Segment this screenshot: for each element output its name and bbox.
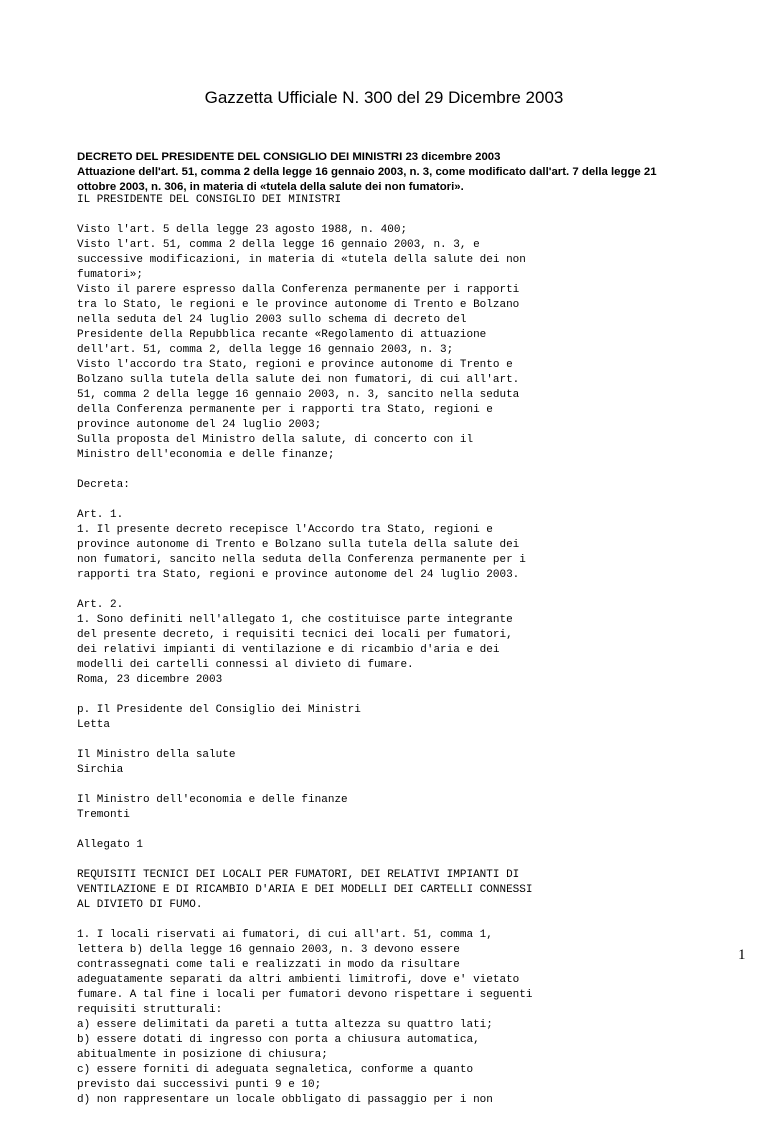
text-line: Visto l'art. 5 della legge 23 agosto 1988, n. 400; — [77, 224, 408, 236]
page-number: 1 — [738, 947, 746, 963]
text-line: Visto l'accordo tra Stato, regioni e province autonome di Trento e — [77, 359, 513, 371]
text-line: Allegato 1 — [77, 839, 144, 851]
text-line: Letta — [77, 719, 111, 731]
heading-line: ottobre 2003, n. 306, in materia di «tutela della salute dei non fumatori». — [77, 181, 464, 193]
paragraph — [77, 598, 747, 688]
text-line: province autonome di Trento e Bolzano sulla tutela della salute dei — [77, 539, 520, 551]
paragraph — [77, 868, 747, 913]
text-line: 1. I locali riservati ai fumatori, di cui all'art. 51, comma 1, — [77, 929, 493, 941]
text-line: province autonome del 24 luglio 2003; — [77, 419, 322, 431]
text-line: lettera b) della legge 16 gennaio 2003, n. 3 devono essere — [77, 944, 460, 956]
paragraph — [77, 793, 747, 823]
text-line: fumare. A tal fine i locali per fumatori devono rispettare i seguenti — [77, 989, 533, 1001]
text-line: c) essere forniti di adeguata segnaletica, conforme a quanto — [77, 1064, 474, 1076]
text-line: dell'art. 51, comma 2, della legge 16 gennaio 2003, n. 3; — [77, 344, 454, 356]
text-line: Art. 2. — [77, 599, 124, 611]
text-line: non fumatori, sancito nella seduta della Conferenza permanente per i — [77, 554, 526, 566]
paragraph — [77, 928, 747, 1108]
text-line: tra lo Stato, le regioni e le province autonome di Trento e Bolzano — [77, 299, 520, 311]
text-line: VENTILAZIONE E DI RICAMBIO D'ARIA E DEI MODELLI DEI CARTELLI CONNESSI — [77, 884, 533, 896]
text-line: d) non rappresentare un locale obbligato di passaggio per i non — [77, 1094, 493, 1106]
text-line: abitualmente in posizione di chiusura; — [77, 1049, 328, 1061]
paragraph — [77, 508, 747, 583]
text-line: adeguatamente separati da altri ambienti limitrofi, dove e' vietato — [77, 974, 520, 986]
decree-body — [77, 193, 747, 1123]
paragraph — [77, 838, 747, 853]
text-line: dei relativi impianti di ventilazione e di ricambio d'aria e dei — [77, 644, 500, 656]
text-line: successive modificazioni, in materia di «tutela della salute dei non — [77, 254, 526, 266]
text-line: Visto l'art. 51, comma 2 della legge 16 gennaio 2003, n. 3, e — [77, 239, 480, 251]
text-line: a) essere delimitati da pareti a tutta altezza su quattro lati; — [77, 1019, 493, 1031]
text-line: modelli dei cartelli connessi al divieto di fumare. — [77, 659, 414, 671]
text-line: del presente decreto, i requisiti tecnici dei locali per fumatori, — [77, 629, 513, 641]
text-line: Ministro dell'economia e delle finanze; — [77, 449, 335, 461]
heading-line: DECRETO DEL PRESIDENTE DEL CONSIGLIO DEI MINISTRI 23 dicembre 2003 — [77, 151, 501, 163]
text-line: Il Ministro della salute — [77, 749, 236, 761]
paragraph — [77, 703, 747, 733]
text-line: Tremonti — [77, 809, 130, 821]
text-line: previsto dai successivi punti 9 e 10; — [77, 1079, 322, 1091]
text-line: fumatori»; — [77, 269, 144, 281]
paragraph — [77, 223, 747, 463]
text-line: 1. Il presente decreto recepisce l'Accordo tra Stato, regioni e — [77, 524, 493, 536]
text-line: 51, comma 2 della legge 16 gennaio 2003, n. 3, sancito nella seduta — [77, 389, 520, 401]
decree-heading — [77, 150, 737, 195]
text-line: Roma, 23 dicembre 2003 — [77, 674, 223, 686]
text-line: IL PRESIDENTE DEL CONSIGLIO DEI MINISTRI — [77, 194, 342, 206]
text-line: nella seduta del 24 luglio 2003 sullo schema di decreto del — [77, 314, 467, 326]
text-line: Presidente della Repubblica recante «Regolamento di attuazione — [77, 329, 487, 341]
text-line: Art. 1. — [77, 509, 124, 521]
heading-line: Attuazione dell'art. 51, comma 2 della legge 16 gennaio 2003, n. 3, come modificato dall'art. 7 della legge 21 — [77, 166, 657, 178]
page-title: Gazzetta Ufficiale N. 300 del 29 Dicembre 2003 — [204, 88, 564, 107]
text-line: contrassegnati come tali e realizzati in modo da risultare — [77, 959, 460, 971]
text-line: Decreta: — [77, 479, 130, 491]
paragraph — [77, 193, 747, 208]
paragraph — [77, 748, 747, 778]
text-line: REQUISITI TECNICI DEI LOCALI PER FUMATORI, DEI RELATIVI IMPIANTI DI — [77, 869, 520, 881]
text-line: Bolzano sulla tutela della salute dei non fumatori, di cui all'art. — [77, 374, 520, 386]
text-line: Il Ministro dell'economia e delle finanze — [77, 794, 348, 806]
text-line: 1. Sono definiti nell'allegato 1, che costituisce parte integrante — [77, 614, 513, 626]
text-line: della Conferenza permanente per i rapporti tra Stato, regioni e — [77, 404, 493, 416]
text-line: Sulla proposta del Ministro della salute, di concerto con il — [77, 434, 474, 446]
text-line: rapporti tra Stato, regioni e province autonome del 24 luglio 2003. — [77, 569, 520, 581]
text-line: requisiti strutturali: — [77, 1004, 223, 1016]
text-line: p. Il Presidente del Consiglio dei Ministri — [77, 704, 361, 716]
text-line: AL DIVIETO DI FUMO. — [77, 899, 203, 911]
text-line: Sirchia — [77, 764, 124, 776]
paragraph — [77, 478, 747, 493]
text-line: Visto il parere espresso dalla Conferenza permanente per i rapporti — [77, 284, 520, 296]
text-line: b) essere dotati di ingresso con porta a chiusura automatica, — [77, 1034, 480, 1046]
